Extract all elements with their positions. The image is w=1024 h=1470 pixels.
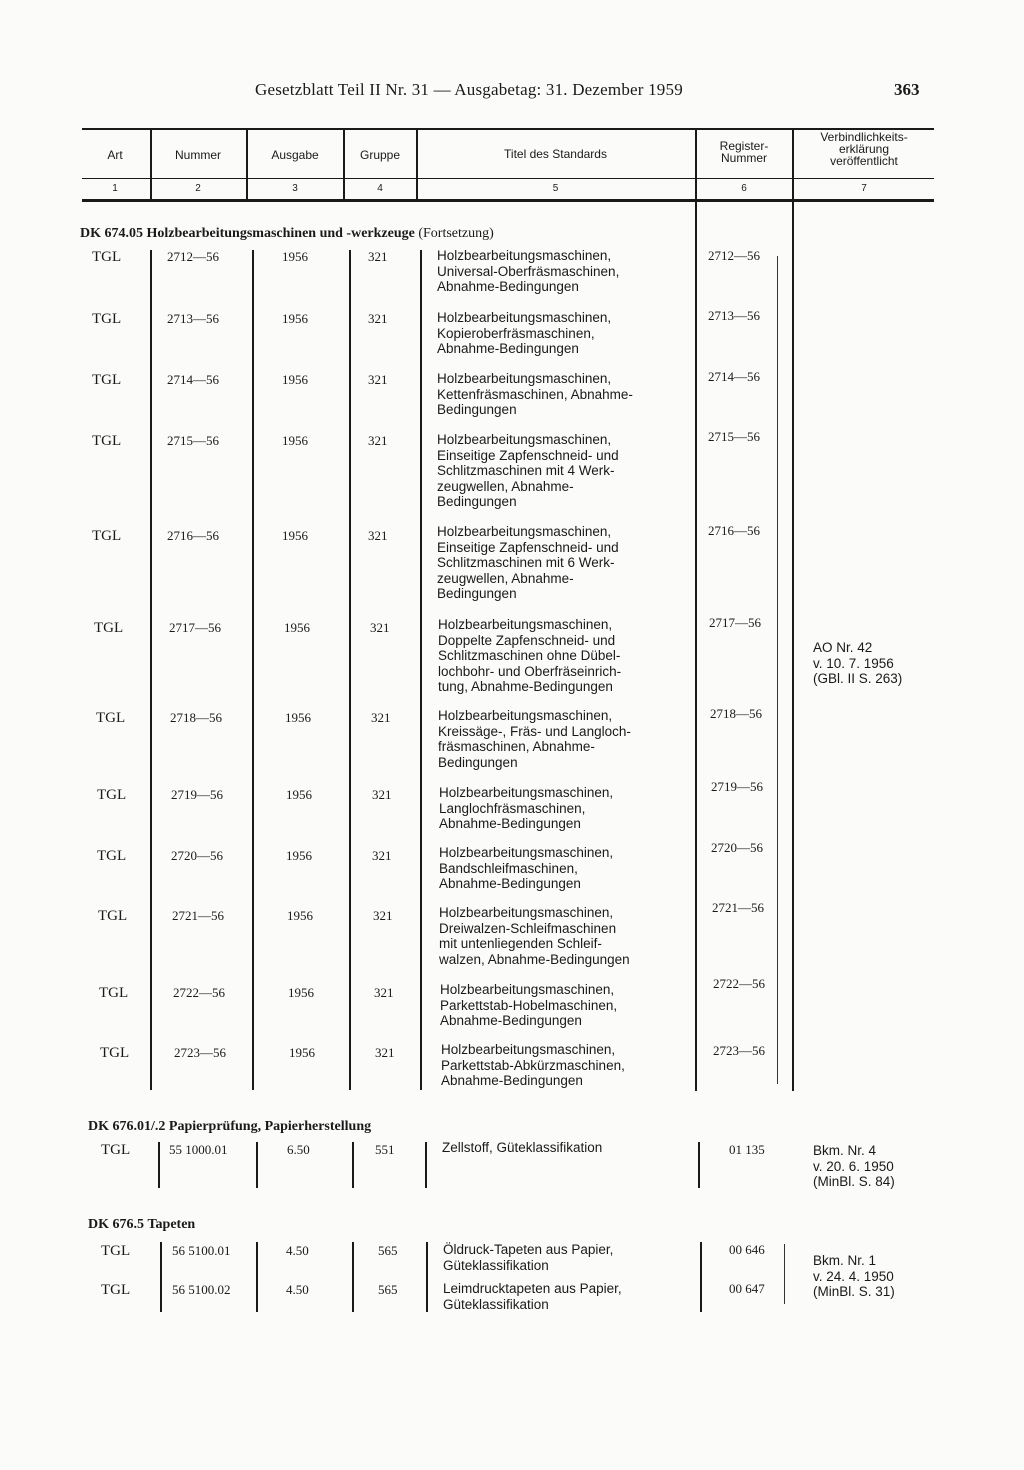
cell-art: TGL bbox=[99, 985, 129, 1001]
section-heading-papier bbox=[88, 1119, 371, 1135]
title-line: Parkettstab-Abkürzmaschinen, bbox=[441, 1057, 625, 1073]
title-line: Bedingungen bbox=[437, 402, 517, 417]
column-rule bbox=[256, 1242, 258, 1312]
cell-ausgabe: 4.50 bbox=[286, 1243, 309, 1258]
note-line: v. 10. 7. 1956 bbox=[813, 655, 894, 671]
column-number: 1 bbox=[112, 183, 118, 194]
title-line: Güteklassifikation bbox=[443, 1257, 549, 1273]
cell-register: 2716—56 bbox=[708, 523, 760, 538]
cell-ausgabe: 1956 bbox=[286, 848, 312, 863]
title-line: fräsmaschinen, Abnahme- bbox=[438, 739, 595, 754]
cell-ausgabe: 1956 bbox=[286, 787, 312, 802]
cell-ausgabe: 1956 bbox=[284, 620, 310, 635]
cell-ausgabe: 1956 bbox=[289, 1045, 315, 1060]
cell-title bbox=[437, 432, 687, 510]
section-heading-tapeten bbox=[88, 1217, 195, 1233]
title-line: Parkettstab-Hobelmaschinen, bbox=[440, 997, 618, 1013]
cell-title bbox=[437, 371, 687, 418]
title-line: Abnahme-Bedingungen bbox=[437, 279, 579, 294]
section-title: Tapeten bbox=[147, 1217, 196, 1232]
column-number: 6 bbox=[741, 183, 747, 194]
cell-nummer: 2716—56 bbox=[167, 528, 219, 543]
cell-register: 2720—56 bbox=[711, 840, 763, 855]
cell-gruppe: 321 bbox=[371, 710, 391, 725]
title-line: walzen, Abnahme-Bedingungen bbox=[439, 951, 630, 967]
section-code: DK 676.01/.2 bbox=[88, 1119, 166, 1134]
publication-note bbox=[813, 1253, 895, 1300]
title-line: Holzbearbeitungsmaschinen, bbox=[437, 432, 612, 447]
cell-ausgabe: 1956 bbox=[282, 433, 308, 448]
publication-note bbox=[813, 640, 902, 687]
cell-ausgabe: 1956 bbox=[287, 908, 313, 923]
cell-gruppe: 321 bbox=[368, 433, 388, 448]
cell-nummer: 56 5100.01 bbox=[172, 1243, 231, 1258]
cell-ausgabe: 1956 bbox=[282, 528, 308, 543]
cell-art: TGL bbox=[92, 372, 122, 388]
column-rule bbox=[425, 1142, 427, 1188]
section-heading-holz bbox=[80, 226, 494, 242]
title-line: Universal-Oberfräsmaschinen, bbox=[437, 263, 620, 279]
cell-nummer: 2717—56 bbox=[169, 620, 221, 635]
column-rule bbox=[160, 1242, 162, 1312]
cell-gruppe: 321 bbox=[373, 908, 393, 923]
column-rule bbox=[349, 250, 351, 1090]
title-line: Abnahme-Bedingungen bbox=[437, 341, 579, 356]
title-line: Holzbearbeitungsmaschinen, bbox=[438, 617, 613, 632]
cell-gruppe: 321 bbox=[368, 249, 388, 264]
title-line: Holzbearbeitungsmaschinen, bbox=[437, 524, 612, 539]
title-line: Holzbearbeitungsmaschinen, bbox=[441, 1042, 616, 1057]
column-rule bbox=[158, 1142, 160, 1188]
column-number: 7 bbox=[861, 183, 867, 194]
title-line: Abnahme-Bedingungen bbox=[439, 876, 581, 891]
title-line: Bedingungen bbox=[438, 754, 518, 770]
title-line: Schlitzmaschinen ohne Dübel- bbox=[438, 648, 621, 663]
cell-register: 2712—56 bbox=[708, 248, 760, 263]
title-line: Schlitzmaschinen mit 4 Werk- bbox=[437, 463, 615, 478]
cell-ausgabe: 6.50 bbox=[287, 1142, 310, 1157]
column-rule bbox=[792, 201, 794, 1091]
cell-title bbox=[439, 785, 689, 832]
note-line: AO Nr. 42 bbox=[813, 640, 873, 655]
column-heading-gruppe: Gruppe bbox=[359, 148, 401, 162]
column-number: 3 bbox=[292, 183, 298, 194]
cell-gruppe: 321 bbox=[368, 528, 388, 543]
cell-ausgabe: 4.50 bbox=[286, 1282, 309, 1297]
cell-ausgabe: 1956 bbox=[282, 249, 308, 264]
note-line: Bkm. Nr. 4 bbox=[813, 1143, 877, 1158]
title-line: Leimdrucktapeten aus Papier, bbox=[443, 1281, 622, 1296]
title-line: Holzbearbeitungsmaschinen, bbox=[437, 248, 612, 263]
column-rule bbox=[695, 201, 697, 1091]
page-number: 363 bbox=[894, 80, 920, 99]
cell-art: TGL bbox=[101, 1282, 131, 1298]
header-top-rule bbox=[82, 128, 934, 130]
title-line: Dreiwalzen-Schleifmaschinen bbox=[439, 920, 617, 936]
running-title: Gesetzblatt Teil II Nr. 31 — Ausgabetag: 31. Dezember 1959 bbox=[255, 80, 683, 99]
cell-title bbox=[439, 845, 689, 892]
cell-register: 2715—56 bbox=[708, 429, 760, 444]
column-heading-register: Register- Nummer bbox=[719, 139, 769, 165]
title-line: lochbohr- und Oberfräseinrich- bbox=[438, 663, 622, 679]
column-number: 4 bbox=[377, 183, 383, 194]
note-line: v. 24. 4. 1950 bbox=[813, 1268, 894, 1284]
title-line: Holzbearbeitungsmaschinen, bbox=[439, 905, 614, 920]
cell-title bbox=[437, 524, 687, 602]
title-line: tung, Abnahme-Bedingungen bbox=[438, 679, 613, 694]
column-rule bbox=[252, 250, 254, 1090]
cell-register: 00 647 bbox=[729, 1281, 765, 1296]
cell-gruppe: 551 bbox=[375, 1142, 395, 1157]
section-suffix: (Fortsetzung) bbox=[418, 226, 494, 241]
column-rule bbox=[150, 250, 152, 1090]
title-line: Öldruck-Tapeten aus Papier, bbox=[443, 1242, 614, 1257]
cell-gruppe: 321 bbox=[368, 372, 388, 387]
cell-nummer: 2721—56 bbox=[172, 908, 224, 923]
section-code: DK 676.5 bbox=[88, 1217, 144, 1232]
header-bottom-rule bbox=[82, 199, 934, 202]
cell-art: TGL bbox=[100, 1045, 130, 1061]
cell-nummer: 2715—56 bbox=[167, 433, 219, 448]
title-line: Schlitzmaschinen mit 6 Werk- bbox=[437, 555, 615, 570]
cell-art: TGL bbox=[98, 908, 128, 924]
cell-title bbox=[438, 708, 688, 770]
title-line: Holzbearbeitungsmaschinen, bbox=[438, 708, 613, 723]
cell-gruppe: 321 bbox=[370, 620, 390, 635]
cell-register: 2723—56 bbox=[713, 1043, 765, 1058]
title-line: zeugwellen, Abnahme- bbox=[437, 570, 574, 586]
cell-art: TGL bbox=[97, 848, 127, 864]
title-line: Zellstoff, Güteklassifikation bbox=[442, 1140, 603, 1155]
cell-title bbox=[437, 248, 687, 295]
section-code: DK 674.05 bbox=[80, 226, 143, 241]
cell-art: TGL bbox=[92, 528, 122, 544]
cell-register: 2713—56 bbox=[708, 308, 760, 323]
cell-title bbox=[439, 905, 689, 967]
cell-title bbox=[437, 310, 687, 357]
cell-gruppe: 321 bbox=[368, 311, 388, 326]
cell-nummer: 2723—56 bbox=[174, 1045, 226, 1060]
title-line: Holzbearbeitungsmaschinen, bbox=[440, 982, 615, 997]
cell-gruppe: 321 bbox=[372, 848, 392, 863]
column-rule bbox=[352, 1242, 354, 1312]
cell-gruppe: 565 bbox=[378, 1282, 398, 1297]
cell-ausgabe: 1956 bbox=[282, 311, 308, 326]
column-heading-nummer: Nummer bbox=[174, 148, 221, 162]
title-line: Holzbearbeitungsmaschinen, bbox=[437, 371, 612, 386]
cell-register: 00 646 bbox=[729, 1242, 765, 1257]
section-title: Papierprüfung, Papierherstellung bbox=[168, 1119, 372, 1134]
cell-nummer: 2722—56 bbox=[173, 985, 225, 1000]
cell-title bbox=[440, 982, 690, 1029]
cell-nummer: 55 1000.01 bbox=[169, 1142, 228, 1157]
cell-register: 2718—56 bbox=[710, 706, 762, 721]
title-line: Holzbearbeitungsmaschinen, bbox=[439, 845, 614, 860]
title-line: Einseitige Zapfenschneid- und bbox=[437, 447, 619, 463]
title-line: Einseitige Zapfenschneid- und bbox=[437, 539, 619, 555]
grouping-brace bbox=[784, 1244, 785, 1304]
column-heading-ausgabe: Ausgabe bbox=[271, 148, 319, 162]
column-rule bbox=[700, 1242, 702, 1312]
cell-art: TGL bbox=[101, 1142, 131, 1158]
column-heading-titel: Titel des Standards bbox=[504, 147, 607, 161]
title-line: Langlochfräsmaschinen, bbox=[439, 800, 586, 816]
title-line: Kreissäge-, Fräs- und Langloch- bbox=[438, 723, 631, 739]
column-number: 5 bbox=[552, 183, 559, 194]
title-line: Holzbearbeitungsmaschinen, bbox=[437, 310, 612, 325]
cell-nummer: 2720—56 bbox=[171, 848, 223, 863]
column-heading-verbindlichkeit: Verbindlichkeits- erklärung veröffentlicht bbox=[820, 130, 908, 168]
title-line: Kettenfräsmaschinen, Abnahme- bbox=[437, 386, 633, 402]
cell-title bbox=[441, 1042, 691, 1089]
cell-title bbox=[442, 1140, 692, 1156]
column-rule bbox=[256, 1142, 258, 1188]
cell-nummer: 2712—56 bbox=[167, 249, 219, 264]
header-mid-rule bbox=[82, 178, 934, 179]
cell-gruppe: 321 bbox=[372, 787, 392, 802]
title-line: Abnahme-Bedingungen bbox=[439, 816, 581, 831]
cell-ausgabe: 1956 bbox=[282, 372, 308, 387]
cell-title bbox=[438, 617, 688, 695]
note-line: (MinBl. S. 84) bbox=[813, 1174, 895, 1189]
title-line: Bedingungen bbox=[437, 494, 517, 509]
cell-ausgabe: 1956 bbox=[285, 710, 311, 725]
note-line: (GBl. II S. 263) bbox=[813, 671, 903, 686]
column-rule bbox=[352, 1142, 354, 1188]
column-number: 2 bbox=[195, 183, 201, 194]
cell-title bbox=[443, 1242, 693, 1273]
cell-art: TGL bbox=[92, 433, 122, 449]
cell-nummer: 2719—56 bbox=[171, 787, 223, 802]
cell-register: 2717—56 bbox=[709, 615, 761, 630]
cell-register: 01 135 bbox=[729, 1142, 765, 1157]
cell-title bbox=[443, 1281, 693, 1312]
note-line: v. 20. 6. 1950 bbox=[813, 1158, 894, 1174]
cell-gruppe: 321 bbox=[374, 985, 394, 1000]
cell-art: TGL bbox=[101, 1243, 131, 1259]
cell-art: TGL bbox=[92, 311, 122, 327]
title-line: Kopieroberfräsmaschinen, bbox=[437, 325, 595, 341]
column-rule bbox=[420, 250, 422, 1090]
title-line: Abnahme-Bedingungen bbox=[441, 1073, 583, 1088]
cell-art: TGL bbox=[96, 710, 126, 726]
cell-gruppe: 321 bbox=[375, 1045, 395, 1060]
cell-ausgabe: 1956 bbox=[288, 985, 314, 1000]
grouping-brace bbox=[777, 256, 778, 1084]
title-line: zeugwellen, Abnahme- bbox=[437, 478, 574, 494]
title-line: mit untenliegenden Schleif- bbox=[439, 936, 602, 951]
cell-gruppe: 565 bbox=[378, 1243, 398, 1258]
cell-art: TGL bbox=[92, 249, 122, 265]
note-line: (MinBl. S. 31) bbox=[813, 1284, 895, 1299]
note-line: Bkm. Nr. 1 bbox=[813, 1253, 877, 1268]
cell-art: TGL bbox=[94, 620, 124, 636]
cell-register: 2721—56 bbox=[712, 900, 764, 915]
publication-note bbox=[813, 1143, 895, 1190]
column-rule bbox=[426, 1242, 428, 1312]
cell-nummer: 56 5100.02 bbox=[172, 1282, 231, 1297]
section-title: Holzbearbeitungsmaschinen und -werkzeuge bbox=[146, 226, 415, 241]
title-line: Abnahme-Bedingungen bbox=[440, 1013, 582, 1028]
cell-art: TGL bbox=[97, 787, 127, 803]
column-rule bbox=[698, 1142, 700, 1188]
cell-register: 2719—56 bbox=[711, 779, 763, 794]
title-line: Holzbearbeitungsmaschinen, bbox=[439, 785, 614, 800]
title-line: Güteklassifikation bbox=[443, 1296, 549, 1312]
cell-register: 2722—56 bbox=[713, 976, 765, 991]
title-line: Doppelte Zapfenschneid- und bbox=[438, 632, 616, 648]
cell-nummer: 2714—56 bbox=[167, 372, 219, 387]
cell-register: 2714—56 bbox=[708, 369, 760, 384]
title-line: Bandschleifmaschinen, bbox=[439, 860, 578, 876]
column-heading-art: Art bbox=[107, 148, 123, 162]
title-line: Bedingungen bbox=[437, 586, 517, 601]
cell-nummer: 2718—56 bbox=[170, 710, 222, 725]
cell-nummer: 2713—56 bbox=[167, 311, 219, 326]
